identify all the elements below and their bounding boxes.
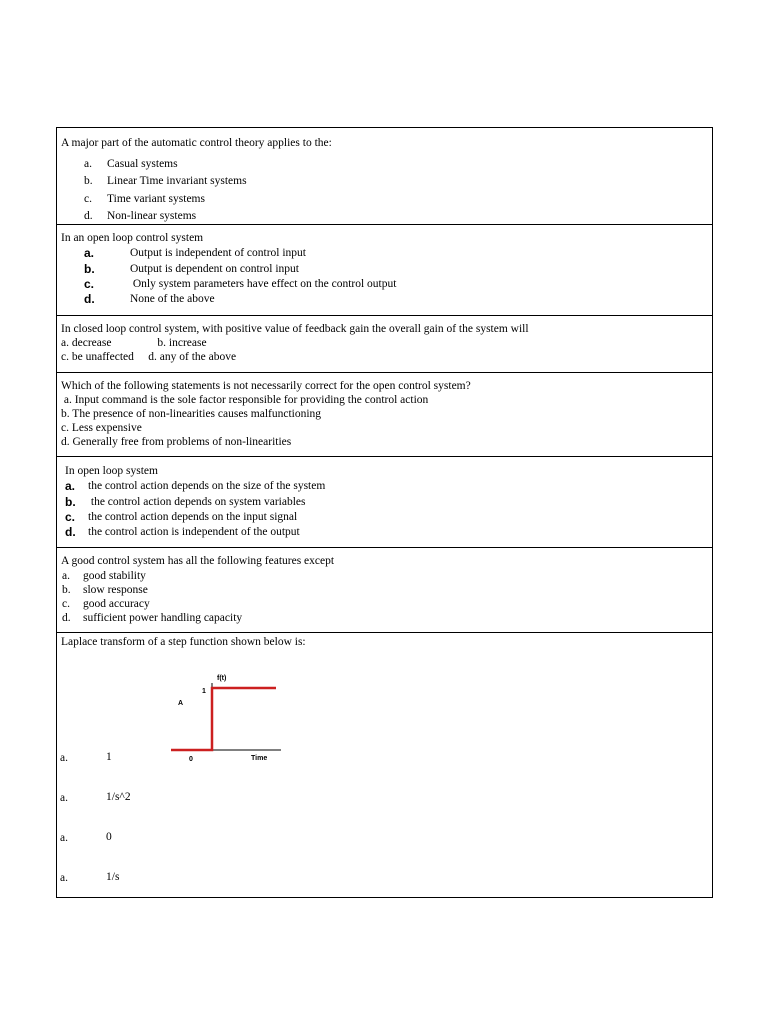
option-text: Output is dependent on control input <box>130 263 299 275</box>
option-label: a. <box>60 792 68 804</box>
option-text: the control action depends on the size of the system <box>88 480 326 492</box>
x-tick-label: 0 <box>189 756 193 763</box>
option-label: a. <box>65 479 76 493</box>
option-text: the control action is independent of the output <box>88 526 300 538</box>
option-text: Output is independent of control input <box>130 247 306 259</box>
option-text: None of the above <box>130 293 215 305</box>
question-3 <box>57 316 712 373</box>
question-stem: Laplace transform of a step function shown below is: <box>61 636 306 648</box>
option-text: 1/s <box>106 871 120 883</box>
option-line: b. The presence of non-linearities causes malfunctioning <box>61 408 322 420</box>
option-label: a. <box>84 158 92 170</box>
question-6 <box>57 548 712 633</box>
option-text: 1 <box>106 751 112 763</box>
step-function-figure <box>157 663 327 773</box>
option-text: 0 <box>106 831 112 843</box>
option-label: b. <box>62 584 71 596</box>
option-line: a. decrease b. increase <box>61 337 207 349</box>
question-7 <box>57 633 712 899</box>
option-label: d. <box>62 612 71 624</box>
option-text: Only system parameters have effect on the control output <box>130 278 397 290</box>
y-tick-label: 1 <box>202 688 206 695</box>
question-4 <box>57 373 712 457</box>
option-label: d. <box>65 525 76 539</box>
option-text: Casual systems <box>107 158 178 170</box>
option-label: a. <box>60 872 68 884</box>
y-axis-label: f(t) <box>217 675 227 682</box>
option-label: c. <box>62 598 70 610</box>
option-label: b. <box>84 262 95 276</box>
option-text: slow response <box>83 584 148 596</box>
question-stem: In an open loop control system <box>61 232 204 244</box>
option-text: 1/s^2 <box>106 791 131 803</box>
option-text: the control action depends on the input signal <box>88 511 298 523</box>
option-text: sufficient power handling capacity <box>83 612 243 624</box>
option-label: b. <box>65 495 76 509</box>
question-stem: A good control system has all the following features except <box>61 555 335 567</box>
option-label: c. <box>84 277 95 291</box>
option-label: a. <box>62 570 70 582</box>
option-label: a. <box>60 832 68 844</box>
option-text: Linear Time invariant systems <box>107 175 247 187</box>
option-label: d. <box>84 210 93 222</box>
option-line: d. Generally free from problems of non-linearities <box>61 436 292 448</box>
option-label: d. <box>84 292 95 306</box>
question-2 <box>57 225 712 316</box>
option-line: a. Input command is the sole factor responsible for providing the control action <box>61 394 429 406</box>
amplitude-label: A <box>178 700 184 707</box>
question-stem: In open loop system <box>65 465 158 477</box>
option-line: c. be unaffected d. any of the above <box>61 351 237 363</box>
option-text: Non-linear systems <box>107 210 197 222</box>
question-5 <box>57 457 712 548</box>
option-label: c. <box>84 193 92 205</box>
option-text: Time variant systems <box>107 193 205 205</box>
question-stem: In closed loop control system, with positive value of feedback gain the overall gain of the system will <box>61 323 529 335</box>
option-label: a. <box>84 246 95 260</box>
option-label: b. <box>84 175 93 187</box>
question-stem: Which of the following statements is not necessarily correct for the open control system? <box>61 380 471 392</box>
option-text: good accuracy <box>83 598 150 610</box>
question-sheet <box>56 127 713 898</box>
option-label: a. <box>60 752 68 764</box>
option-text: good stability <box>83 570 146 582</box>
option-label: c. <box>65 510 76 524</box>
question-stem: A major part of the automatic control theory applies to the: <box>61 137 332 149</box>
x-axis-label: Time <box>251 755 268 762</box>
question-1 <box>57 128 712 225</box>
option-text: the control action depends on system variables <box>88 496 306 508</box>
option-line: c. Less expensive <box>61 422 142 434</box>
step-signal-line <box>171 688 276 750</box>
